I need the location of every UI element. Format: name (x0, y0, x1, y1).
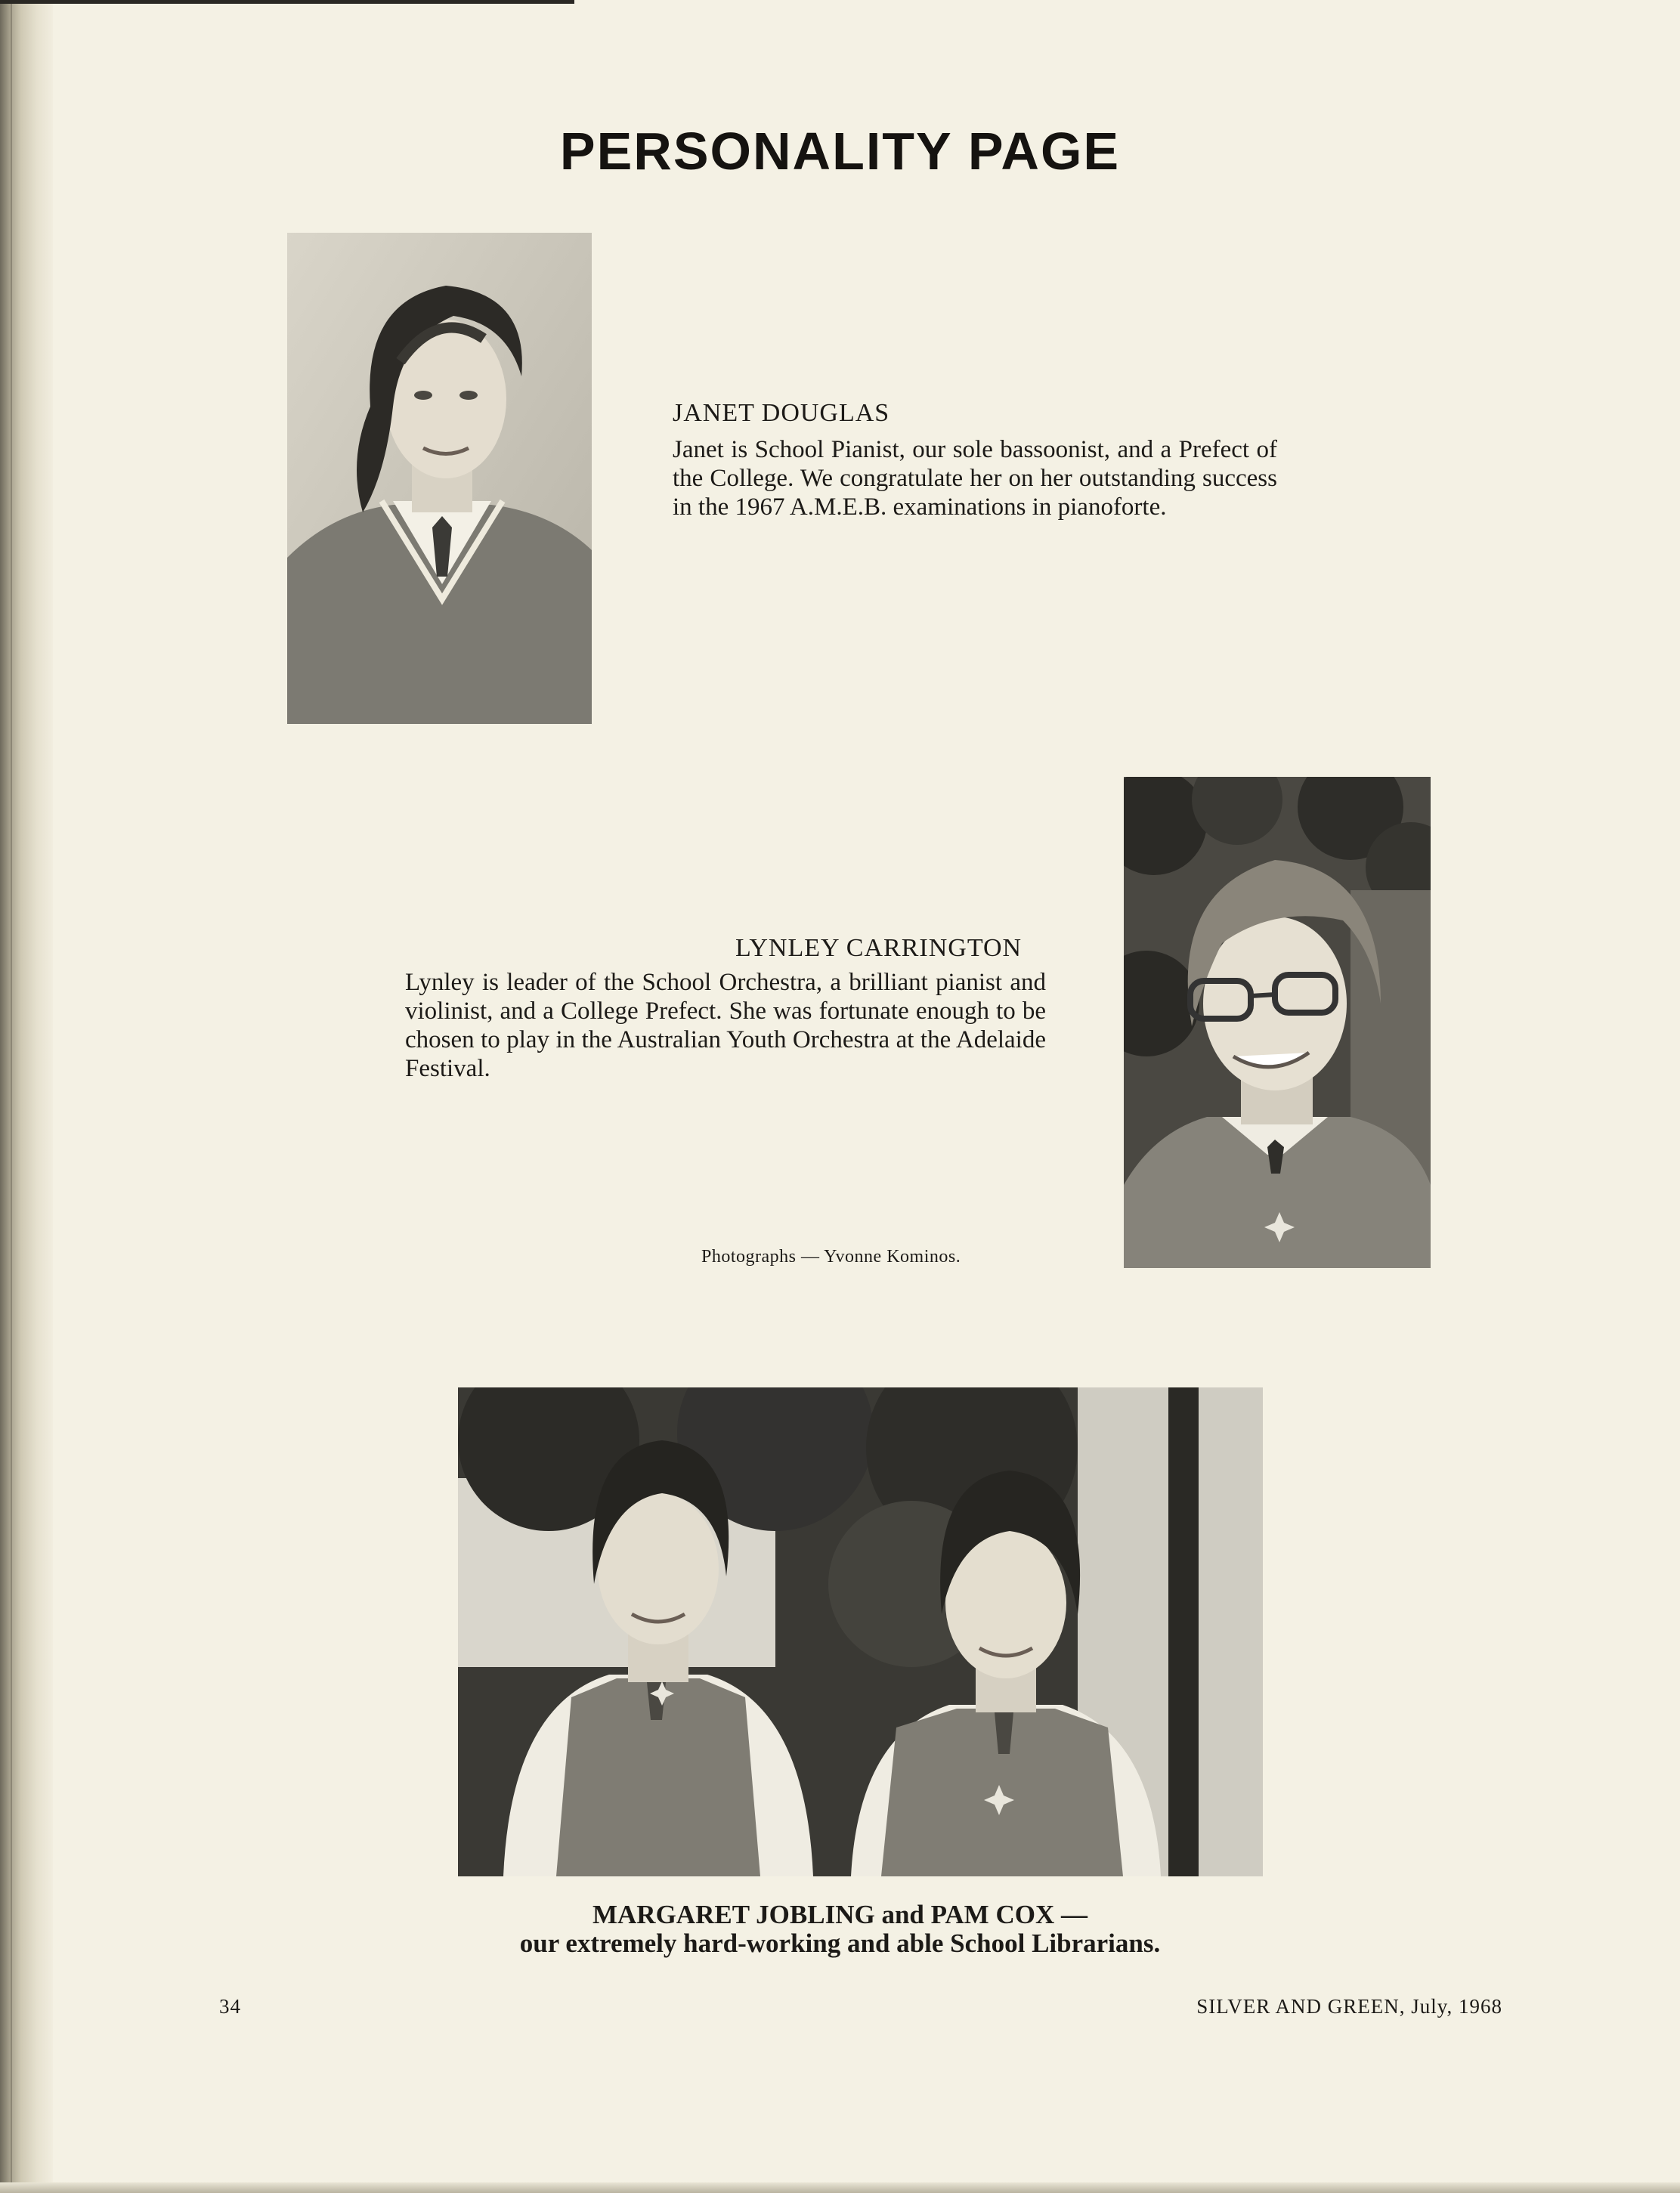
lynley-carrington-name: LYNLEY CARRINGTON (735, 934, 1023, 962)
lynley-carrington-photo (1124, 777, 1431, 1268)
group-caption-line2: our extremely hard-working and able School Librarians. (519, 1929, 1161, 1958)
page-title: PERSONALITY PAGE (559, 122, 1121, 181)
page-number: 34 (219, 1995, 241, 2018)
page-binding-edge (0, 0, 53, 2193)
janet-douglas-photo (287, 233, 592, 724)
janet-douglas-name: JANET DOUGLAS (673, 399, 890, 427)
page-bottom-edge (0, 2182, 1680, 2193)
lynley-carrington-bio: Lynley is leader of the School Orchestra, a brilliant pianist and violinist, and a College Prefect. She was fortunate enough to be chosen to play in the Australian Youth Orchestra at the Adelaide Festival. (405, 969, 1046, 1082)
janet-douglas-bio: Janet is School Pianist, our sole bassoonist, and a Prefect of the College. We congratulate her on her outstanding success in the 1967 A.M.E.B. examinations in pianoforte. (673, 436, 1277, 521)
photo-credit: Photographs — Yvonne Kominos. (701, 1247, 961, 1267)
publication-footer: SILVER AND GREEN, July, 1968 (1196, 1995, 1502, 2018)
group-librarians-photo (458, 1387, 1263, 1876)
group-caption-line1: MARGARET JOBLING and PAM COX — (592, 1900, 1088, 1929)
page-top-edge (0, 0, 574, 4)
